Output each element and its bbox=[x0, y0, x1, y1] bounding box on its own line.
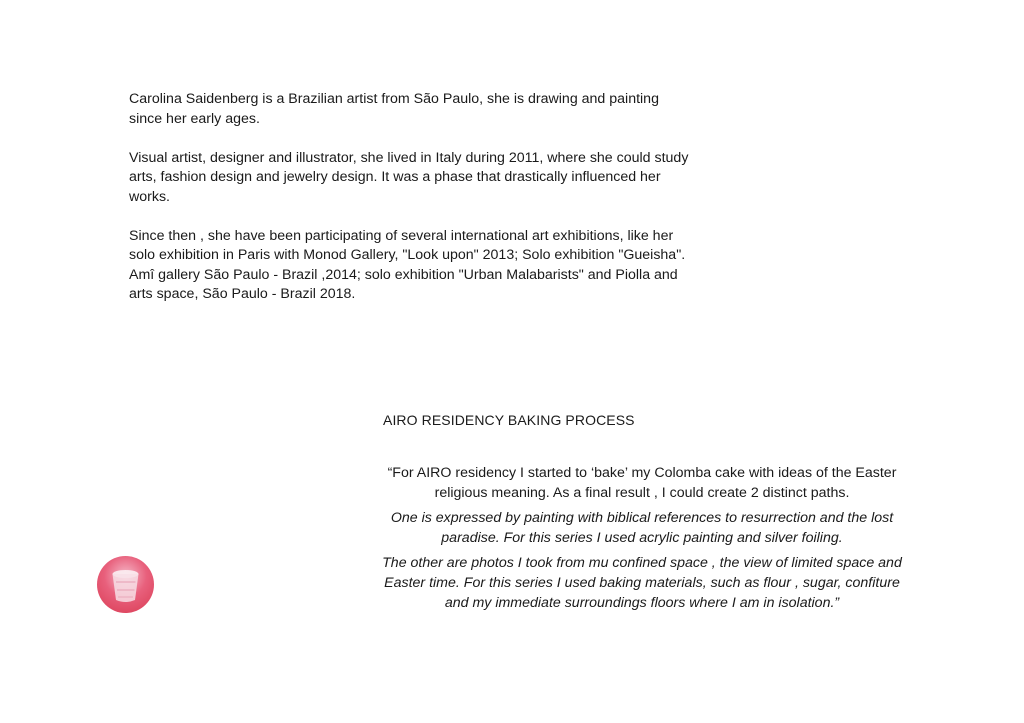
bio-paragraph-3: Since then , she have been participating of several international art exhibitions, like her solo exhibition in Paris with Monod Gallery, "Look upon" 2013; Solo exhibition "Gueisha". Amî gallery São Paulo - Brazil ,2014; solo exhibition "Urban Malabarists" and Piolla and arts space, São Paulo - Brazil 2018. bbox=[129, 227, 686, 302]
bio-paragraph-1: Carolina Saidenberg is a Brazilian artist from São Paulo, she is drawing and painting since her early ages. bbox=[129, 91, 659, 127]
quote-intro: “For AIRO residency I started to ‘bake’ my Colomba cake with ideas of the Easter religious meaning. As a final result , I could create 2 distinct paths. bbox=[387, 465, 897, 501]
cup-photo-icon bbox=[97, 556, 154, 613]
residency-quote bbox=[372, 463, 912, 618]
avatar[interactable] bbox=[97, 556, 154, 613]
artist-bio bbox=[129, 90, 689, 324]
quote-path-one: One is expressed by painting with biblical references to resurrection and the lost paradise. For this series I used acrylic painting and silver foiling. bbox=[390, 510, 894, 546]
section-title: AIRO RESIDENCY BAKING PROCESS bbox=[383, 412, 635, 428]
quote-path-two: The other are photos I took from mu confined space , the view of limited space and Easter time. For this series I used baking materials, such as flour , sugar, confiture and my immediate surroundings floors where I am in isolation.” bbox=[382, 555, 902, 611]
bio-paragraph-2: Visual artist, designer and illustrator, she lived in Italy during 2011, where she could study arts, fashion design and jewelry design. It was a phase that drastically influenced her works. bbox=[129, 149, 689, 205]
